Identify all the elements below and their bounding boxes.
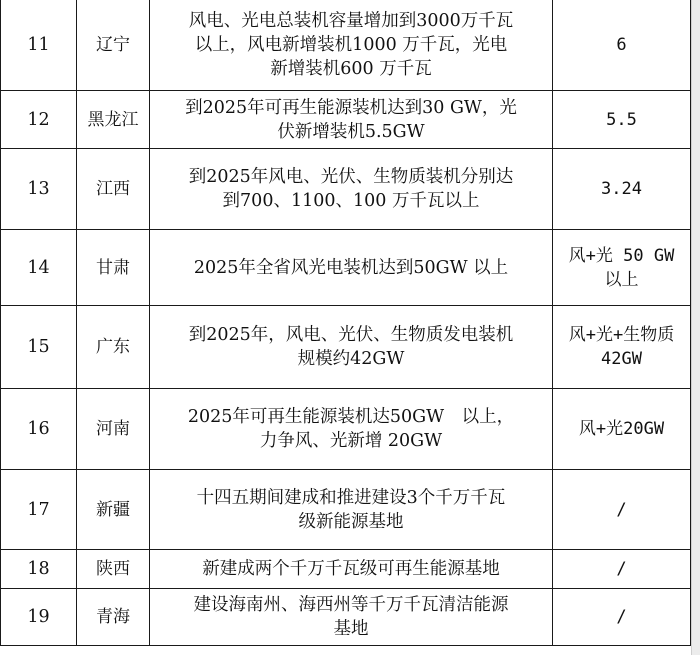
description-line: 十四五期间建成和推进建设3个千万千瓦 — [196, 487, 506, 508]
table-row — [1, 389, 691, 470]
value-line: 以上 — [604, 269, 639, 290]
row-number-cell: 18 — [1, 550, 77, 589]
target-description-cell — [150, 0, 553, 91]
row-number-cell: 19 — [1, 589, 77, 646]
description-line: 规模约42GW — [297, 349, 405, 369]
target-description-cell — [150, 149, 553, 230]
right-edge-strip — [691, 0, 700, 655]
description-line: 到2025年可再生能源装机达到30 GW，光 — [185, 97, 517, 118]
description-line: 级新能源基地 — [298, 511, 404, 532]
target-description-cell — [150, 470, 553, 550]
capacity-value-cell — [553, 470, 691, 550]
description-line: 基地 — [333, 619, 369, 639]
province-cell: 新疆 — [77, 470, 150, 550]
table-row — [1, 306, 691, 389]
value-line: 风+光+生物质 — [568, 325, 675, 345]
capacity-value-cell — [553, 0, 691, 91]
province-cell: 河南 — [77, 389, 150, 470]
target-description-cell — [150, 230, 553, 306]
row-number-cell: 11 — [1, 0, 77, 91]
value-line: / — [616, 559, 627, 579]
value-line: / — [616, 499, 627, 520]
province-cell: 江西 — [77, 149, 150, 230]
value-line: / — [616, 607, 627, 627]
description-line: 伏新增装机5.5GW — [277, 121, 425, 142]
row-number-cell: 15 — [1, 306, 77, 389]
table-row — [1, 550, 691, 589]
target-description-cell — [150, 550, 553, 589]
capacity-value-cell — [553, 306, 691, 389]
description-line: 到2025年风电、光伏、生物质装机分别达 — [188, 167, 514, 187]
capacity-value-cell — [553, 91, 691, 149]
target-description-cell — [150, 389, 553, 470]
table-row — [1, 230, 691, 306]
description-line: 新增装机600 万千瓦 — [270, 58, 432, 79]
target-description-cell — [150, 306, 553, 389]
description-line: 2025年全省风光电装机达到50GW 以上 — [193, 257, 509, 278]
row-number-cell: 17 — [1, 470, 77, 550]
description-line: 建设海南州、海西州等千万千瓦清洁能源 — [193, 595, 509, 615]
capacity-value-cell — [553, 389, 691, 470]
province-cell: 黑龙江 — [77, 91, 150, 149]
description-line: 新建成两个千万千瓦级可再生能源基地 — [202, 559, 500, 579]
value-line: 5.5 — [606, 109, 637, 130]
row-number-cell: 14 — [1, 230, 77, 306]
capacity-value-cell — [553, 589, 691, 646]
table-body — [1, 0, 691, 646]
row-number-cell: 12 — [1, 91, 77, 149]
description-line: 以上，风电新增装机1000 万千瓦，光电 — [194, 34, 508, 55]
description-line: 到700、1100、100 万千瓦以上 — [222, 191, 480, 211]
province-cell: 辽宁 — [77, 0, 150, 91]
value-line: 42GW — [601, 349, 642, 369]
value-line: 3.24 — [601, 179, 642, 199]
table-row — [1, 0, 691, 91]
value-line: 6 — [616, 34, 627, 55]
value-line: 风+光20GW — [578, 419, 665, 439]
row-number-cell: 13 — [1, 149, 77, 230]
value-line: 风+光 50 GW — [568, 245, 675, 266]
target-description-cell — [150, 91, 553, 149]
table-row — [1, 589, 691, 646]
description-line: 到2025年，风电、光伏、生物质发电装机 — [188, 325, 514, 345]
capacity-value-cell — [553, 149, 691, 230]
table-row — [1, 470, 691, 550]
description-line: 风电、光电总装机容量增加到3000万千瓦 — [188, 10, 514, 31]
target-description-cell — [150, 589, 553, 646]
province-cell: 广东 — [77, 306, 150, 389]
table-row — [1, 91, 691, 149]
description-line: 2025年可再生能源装机达50GW 以上， — [187, 407, 515, 427]
row-number-cell: 16 — [1, 389, 77, 470]
province-cell: 甘肃 — [77, 230, 150, 306]
table-row — [1, 149, 691, 230]
description-line: 力争风、光新增 20GW — [259, 431, 443, 451]
capacity-value-cell — [553, 550, 691, 589]
province-cell: 青海 — [77, 589, 150, 646]
capacity-value-cell — [553, 230, 691, 306]
province-cell: 陕西 — [77, 550, 150, 589]
